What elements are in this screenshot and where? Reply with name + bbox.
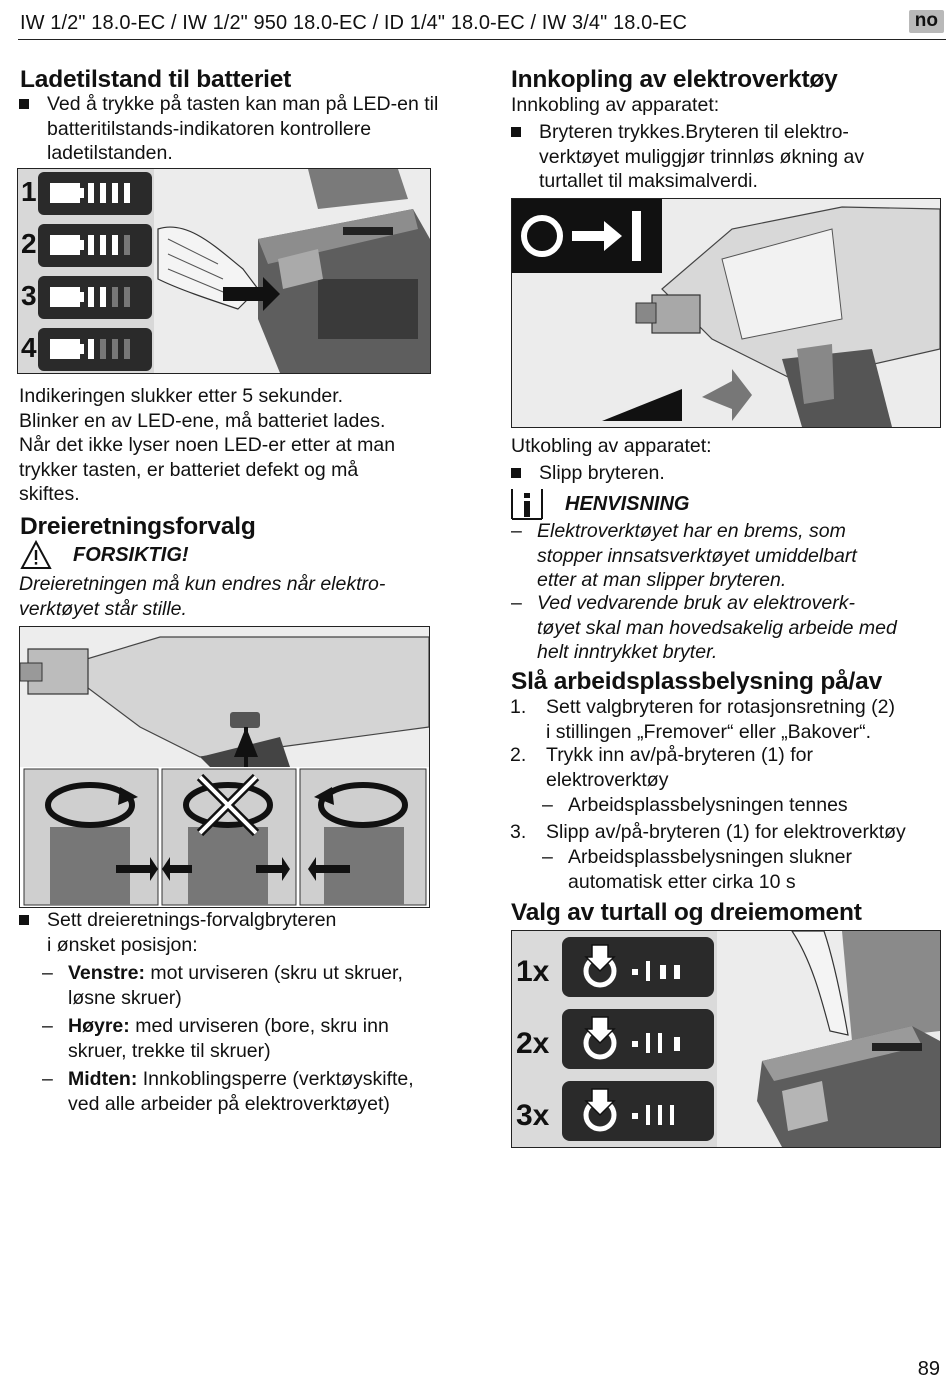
caution-row (20, 540, 189, 570)
switch-on-label: Innkobling av apparatet: (511, 94, 720, 116)
battery-level-4: 4 (21, 332, 37, 363)
option-text: med urviseren (bore, skru inn (135, 1015, 389, 1037)
note-line: tøyet skal man hovedsakelig arbeide med (537, 616, 897, 639)
option-term: Midten: (68, 1068, 138, 1090)
worklight-heading: Slå arbeidsplassbelysning på/av (511, 668, 882, 695)
option-text: Innkoblingsperre (verktøyskifte, (142, 1068, 414, 1090)
worklight-step-1 (510, 695, 946, 744)
step-line: i stillingen „Fremover“ eller „Bakover“. (546, 720, 872, 743)
caution-text (19, 572, 449, 621)
trigger-figure (511, 198, 941, 428)
caution-line: verktøyet står stille. (19, 597, 187, 620)
option-left: – Venstre: mot urviseren (skru ut skruer, løsne skruer) (68, 961, 452, 1010)
speed-mode-2x: 2x (516, 1027, 550, 1060)
step-sub-line: automatisk etter cirka 10 s (568, 870, 796, 893)
step-line: elektroverktøy (546, 768, 669, 791)
direction-bullet (47, 908, 447, 957)
battery-info-line: Når det ikke lyser noen LED-er etter at man (19, 434, 396, 456)
option-term: Høyre: (68, 1015, 130, 1037)
battery-level-1: 1 (21, 176, 37, 207)
header-title: IW 1/2" 18.0-EC / IW 1/2" 950 18.0-EC / ID 1/4" 18.0-EC / IW 3/4" 18.0-EC (20, 12, 688, 34)
page-number: 89 (917, 1358, 940, 1380)
step-line: Slipp av/på-bryteren (1) for elektroverktøy (546, 821, 906, 843)
option-text: løsne skruer) (68, 986, 182, 1009)
info-icon (511, 488, 543, 520)
step-line: Sett valgbryteren for rotasjonsretning (2) (546, 696, 896, 718)
switch-off-bullet: Slipp bryteren. (539, 461, 919, 486)
caution-line: Dreieretningen må kun endres når elektro- (19, 573, 386, 595)
worklight-step-3 (510, 820, 946, 845)
warning-triangle-icon (20, 540, 52, 570)
note-line: stopper innsatsverktøyet umiddelbart (537, 544, 857, 567)
speed-mode-figure (511, 930, 941, 1148)
note-row (511, 488, 689, 520)
worklight-step-2-sub: – Arbeidsplassbelysningen tennes (568, 793, 938, 818)
switch-off-label: Utkobling av apparatet: (511, 435, 712, 457)
battery-indicator-figure (17, 168, 431, 374)
switch-on-line: verktøyet muliggjør trinnløs økning av (539, 145, 865, 168)
step-number: 2. (510, 744, 527, 766)
battery-level-3: 3 (21, 280, 37, 311)
step-line: Trykk inn av/på-bryteren (1) for (546, 744, 813, 766)
note-line: etter at man slipper bryteren. (537, 569, 787, 591)
page-header (18, 8, 946, 40)
note-item: – Elektroverktøyet har en brems, som stopper innsatsverktøyet umiddelbart etter at man slipper bryteren. (537, 519, 947, 593)
note-line: Elektroverktøyet har en brems, som (537, 520, 846, 542)
switch-on-bullet (539, 120, 939, 194)
direction-heading: Dreieretningsforvalg (20, 513, 256, 540)
battery-info-lines (19, 384, 449, 507)
switching-heading: Innkopling av elektroverktøy (511, 66, 838, 93)
speed-mode-rows (562, 937, 714, 1141)
speed-mode-3x: 3x (516, 1099, 550, 1132)
battery-info-line: skiftes. (19, 483, 80, 505)
worklight-step-2 (510, 743, 946, 792)
option-text: skruer, trekke til skruer) (68, 1039, 271, 1062)
option-term: Venstre: (68, 962, 145, 984)
battery-heading: Ladetilstand til batteriet (20, 66, 292, 93)
direction-bullet-line: i ønsket posisjon: (47, 933, 198, 956)
battery-level-2: 2 (21, 228, 37, 259)
note-label: HENVISNING (565, 492, 690, 515)
switch-on-line: turtallet til maksimalverdi. (539, 170, 758, 192)
step-sub-line: Arbeidsplassbelysningen tennes (568, 794, 848, 816)
step-number: 1. (510, 696, 527, 718)
note-item: – Ved vedvarende bruk av elektroverk- tøyet skal man hovedsakelig arbeide med helt inntrykket bryter. (537, 591, 947, 665)
option-middle: – Midten: Innkoblingsperre (verktøyskifte, ved alle arbeider på elektroverktøyet) (68, 1067, 452, 1116)
step-number: 3. (510, 821, 527, 843)
direction-switch-figure (19, 626, 430, 908)
worklight-step-3-sub: – Arbeidsplassbelysningen slukner automatisk etter cirka 10 s (568, 845, 938, 894)
speed-heading: Valg av turtall og dreiemoment (511, 899, 862, 926)
language-badge: no (909, 10, 944, 33)
speed-mode-1x: 1x (516, 955, 550, 988)
direction-bullet-line: Sett dreieretnings-forvalgbryteren (47, 909, 337, 931)
note-line: Ved vedvarende bruk av elektroverk- (537, 592, 855, 614)
option-right: – Høyre: med urviseren (bore, skru inn skruer, trekke til skruer) (68, 1014, 452, 1063)
battery-bullet: Ved å trykke på tasten kan man på LED-en til batteritilstands-indikatoren kontrollere ladetilstanden. (47, 92, 447, 166)
battery-info-line: Indikeringen slukker etter 5 sekunder. (19, 385, 344, 407)
battery-info-line: Blinker en av LED-ene, må batteriet lades. (19, 409, 386, 432)
note-line: helt inntrykket bryter. (537, 641, 718, 663)
option-text: ved alle arbeider på elektroverktøyet) (68, 1092, 390, 1115)
direction-panels (24, 769, 426, 905)
battery-info-line: trykker tasten, er batteriet defekt og må (19, 458, 359, 481)
switch-on-line: Bryteren trykkes.Bryteren til elektro- (539, 121, 849, 143)
caution-label: FORSIKTIG! (73, 543, 189, 566)
option-text: mot urviseren (skru ut skruer, (150, 962, 403, 984)
step-sub-line: Arbeidsplassbelysningen slukner (568, 846, 852, 868)
